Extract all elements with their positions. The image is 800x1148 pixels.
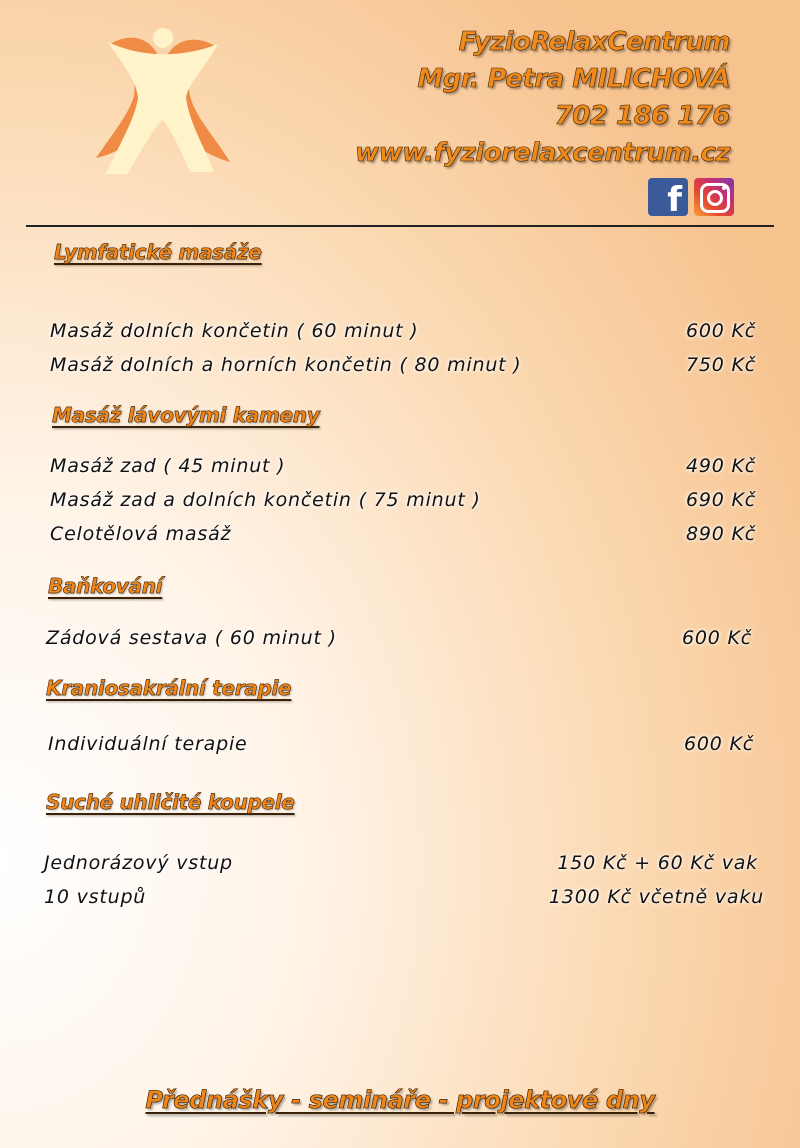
header-divider: [26, 225, 774, 227]
service-name: Celotělová masáž: [50, 523, 232, 545]
facebook-icon[interactable]: [648, 178, 688, 220]
service-name: Masáž zad a dolních končetin ( 75 minut ): [50, 489, 481, 511]
service-price: 1300 Kč včetně vaku: [548, 886, 764, 908]
footer-tagline: Přednášky - semináře - projektové dny: [145, 1086, 655, 1114]
phone-number[interactable]: 702 186 176: [554, 101, 730, 131]
section-title: Baňkování: [48, 574, 163, 598]
figure-logo: [90, 24, 235, 176]
service-price: 750 Kč: [685, 354, 756, 376]
social-links: [648, 178, 734, 220]
header-contact: [355, 24, 730, 172]
section-title: Lymfatické masáže: [54, 240, 262, 264]
service-price: 600 Kč: [681, 627, 752, 649]
service-name: Masáž dolních končetin ( 60 minut ): [50, 320, 419, 342]
service-price: 600 Kč: [683, 733, 754, 755]
section-title: Masáž lávovými kameny: [52, 403, 320, 427]
service-price: 490 Kč: [685, 455, 756, 477]
service-price: 600 Kč: [685, 320, 756, 342]
person-name: Mgr. Petra MILICHOVÁ: [417, 64, 730, 94]
service-name: Masáž dolních a horních končetin ( 80 minut ): [50, 354, 522, 376]
service-price: 150 Kč + 60 Kč vak: [557, 852, 758, 874]
service-name: Individuální terapie: [48, 733, 248, 755]
section-title: Suché uhličité koupele: [46, 790, 295, 814]
service-name: Masáž zad ( 45 minut ): [50, 455, 286, 477]
service-name: Jednorázový vstup: [44, 852, 233, 874]
service-price: 690 Kč: [685, 489, 756, 511]
section-title: Kraniosakrální terapie: [46, 676, 292, 700]
service-name: 10 vstupů: [44, 886, 147, 908]
facebook-letter: f: [667, 180, 682, 220]
service-name: Zádová sestava ( 60 minut ): [46, 627, 337, 649]
company-name: FyzioRelaxCentrum: [458, 27, 730, 57]
service-price: 890 Kč: [685, 523, 756, 545]
instagram-icon[interactable]: [694, 178, 734, 216]
website-link[interactable]: www.fyziorelaxcentrum.cz: [355, 138, 730, 168]
